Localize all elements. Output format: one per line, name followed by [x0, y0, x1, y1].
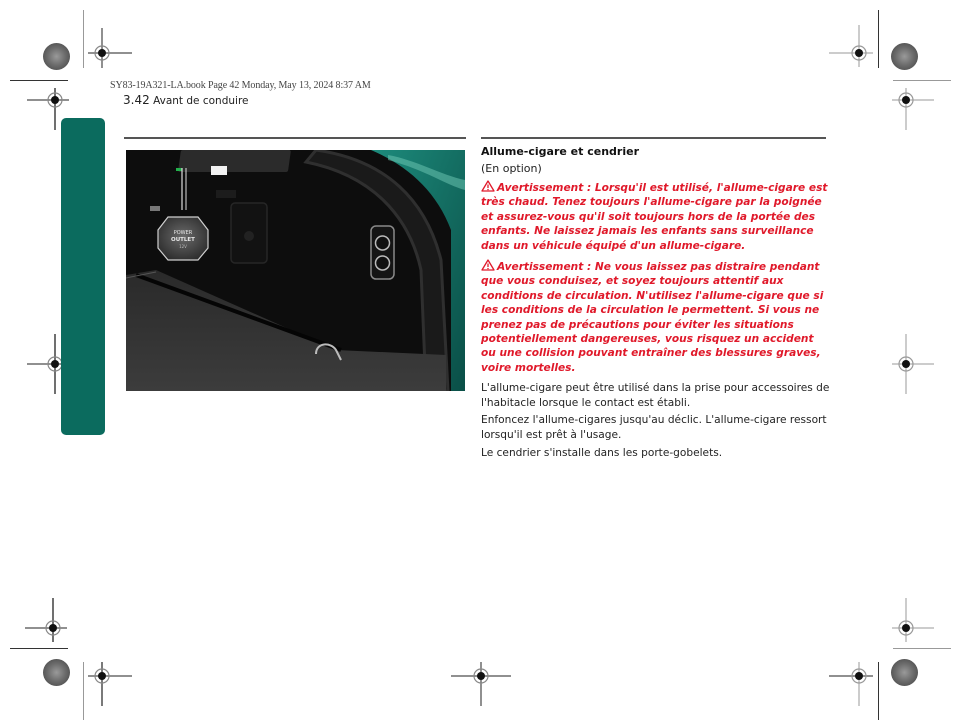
content-column: [481, 144, 831, 463]
divider-rule: [124, 137, 466, 139]
divider-rule: [481, 137, 826, 139]
running-header: [123, 93, 249, 107]
warning-label: Avertissement :: [497, 182, 595, 194]
warning-triangle-icon: [481, 180, 495, 192]
registration-dot-top-left: [43, 43, 70, 70]
section-subtitle: (En option): [481, 162, 542, 175]
trunk-photo: [126, 150, 465, 391]
warning-block: [481, 180, 831, 253]
warning-text: Lorsqu'il est utilisé, l'allume-cigare est très chaud. Tenez toujours l'allume-cigare par la poignée et assurez-vous qu'il soit toujours hors de la portée des enfants. Ne laissez jamais les enfants sans surveillance dans un véhicule équipé d'un allume-cigare.: [481, 182, 828, 252]
registration-dot-bottom-left: [43, 659, 70, 686]
callout-line-2: OUTLET: [171, 237, 195, 243]
warning-triangle-icon: [481, 259, 495, 271]
print-metadata: SY83-19A321-LA.book Page 42 Monday, May 13, 2024 8:37 AM: [110, 80, 371, 91]
callout-line-1: POWER: [173, 230, 193, 236]
trim-line: [893, 648, 951, 649]
warning-text: Ne vous laissez pas distraire pendant que vous conduisez, et soyez toujours attentif aux conditions de circulation. N'utilisez l'allume-cigare que si les conditions de la circulation le permettent. Si vous ne prenez pas de précautions pour éviter les situations potentiellement dangereuses, vous risquez un accident ou une collision pouvant entraîner des blessures graves, voire mortelles.: [481, 261, 824, 374]
body-paragraph: L'allume-cigare peut être utilisé dans la prise pour accessoires de l'habitacle lorsque le contact est établi.: [481, 382, 830, 409]
section-tab: [61, 118, 105, 435]
page-number: 3.42: [123, 93, 150, 107]
section-title: Allume-cigare et cendrier: [481, 145, 639, 158]
body-paragraph: Enfoncez l'allume-cigares jusqu'au déclic. L'allume-cigare ressort lorsqu'il est prêt à l'usage.: [481, 414, 827, 442]
trim-line: [10, 648, 68, 649]
registration-dot-bottom-right: [891, 659, 918, 686]
registration-dot-top-right: [891, 43, 918, 70]
warning-block: [481, 259, 831, 375]
section-name: Avant de conduire: [153, 95, 249, 107]
callout-line-3: 12V: [179, 244, 187, 249]
body-paragraph: Le cendrier s'installe dans les porte-gobelets.: [481, 446, 723, 459]
warning-label: Avertissement :: [497, 261, 595, 274]
